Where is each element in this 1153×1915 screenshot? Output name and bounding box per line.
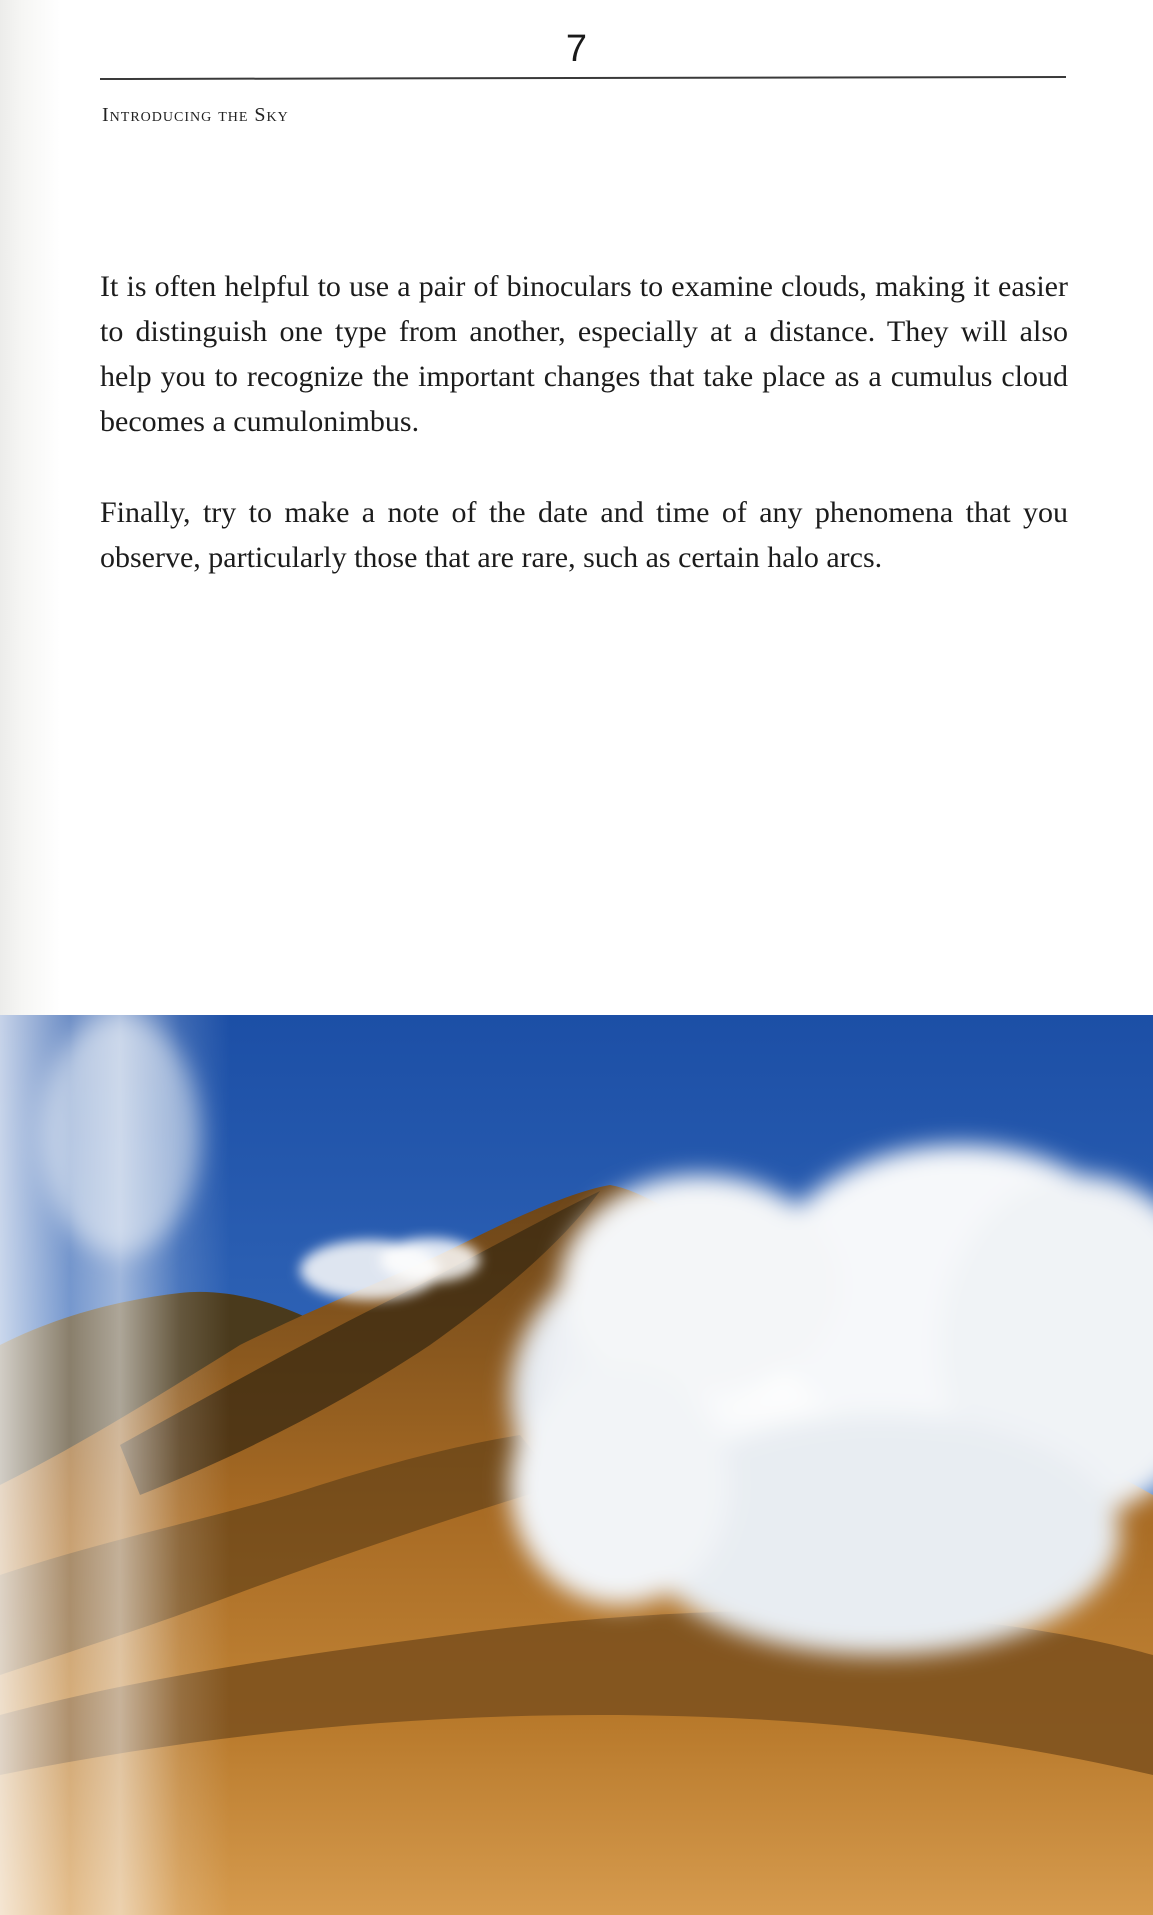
left-haze xyxy=(40,1015,200,1255)
paragraph-text: It is often helpful to use a pair of binoculars to examine clouds, making it easier to distinguish one type from another, especially at a distance. They will also help you to recognize the important changes that take place as a cumulus cloud becomes a cumulonimbus. xyxy=(100,270,1068,438)
photo-illustration xyxy=(0,1015,1153,1915)
body-paragraph-1 xyxy=(100,264,1068,444)
paragraph-text: Finally, try to make a note of the date and time of any phenomena that you observe, particularly those that are rare, such as certain halo arcs. xyxy=(100,496,1068,574)
cumulus-cloud xyxy=(510,1145,1153,1655)
page-number: 7 xyxy=(565,28,588,70)
running-head: Introducing the Sky xyxy=(102,104,289,126)
mountain-cloud-photo xyxy=(0,1015,1153,1915)
header-rule xyxy=(100,76,1066,80)
body-paragraph-2 xyxy=(100,490,1068,580)
